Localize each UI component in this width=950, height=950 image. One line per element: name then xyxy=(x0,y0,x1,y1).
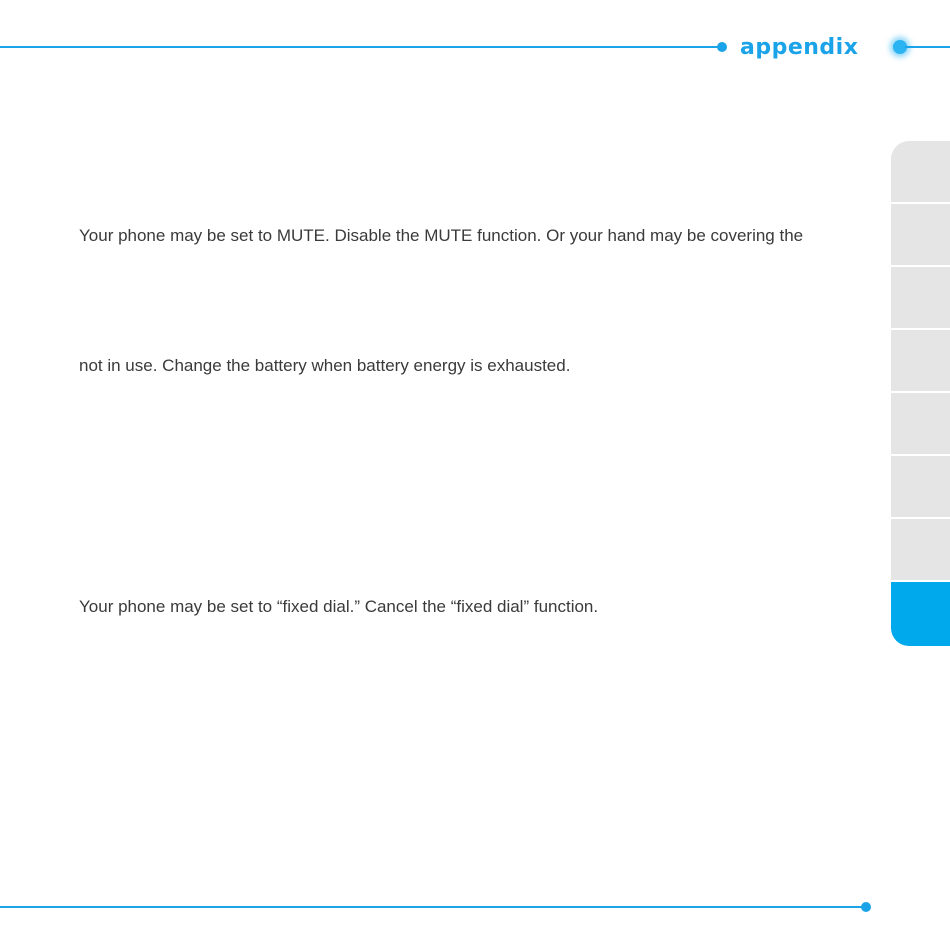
footer-rule xyxy=(0,906,866,908)
header-rule xyxy=(0,46,723,48)
side-tab-7[interactable] xyxy=(891,519,950,581)
side-tab-5[interactable] xyxy=(891,393,950,455)
paragraph-battery: not in use. Change the battery when battery energy is exhausted. xyxy=(79,356,571,375)
paragraph-fixed-dial: Your phone may be set to “fixed dial.” Cancel the “fixed dial” function. xyxy=(79,597,599,616)
header-rule-end-dot xyxy=(717,42,727,52)
header-rule-right xyxy=(905,46,950,48)
paragraph-mute: Your phone may be set to MUTE. Disable the MUTE function. Or your hand may be covering the xyxy=(79,226,804,245)
side-tab-strip xyxy=(891,141,950,646)
side-tab-1[interactable] xyxy=(891,141,950,203)
side-tab-appendix-active[interactable] xyxy=(891,582,950,646)
section-title: appendix xyxy=(740,35,859,60)
side-tab-2[interactable] xyxy=(891,204,950,266)
footer-rule-end-dot xyxy=(861,902,871,912)
side-tab-4[interactable] xyxy=(891,330,950,392)
side-tab-3[interactable] xyxy=(891,267,950,329)
side-tab-6[interactable] xyxy=(891,456,950,518)
